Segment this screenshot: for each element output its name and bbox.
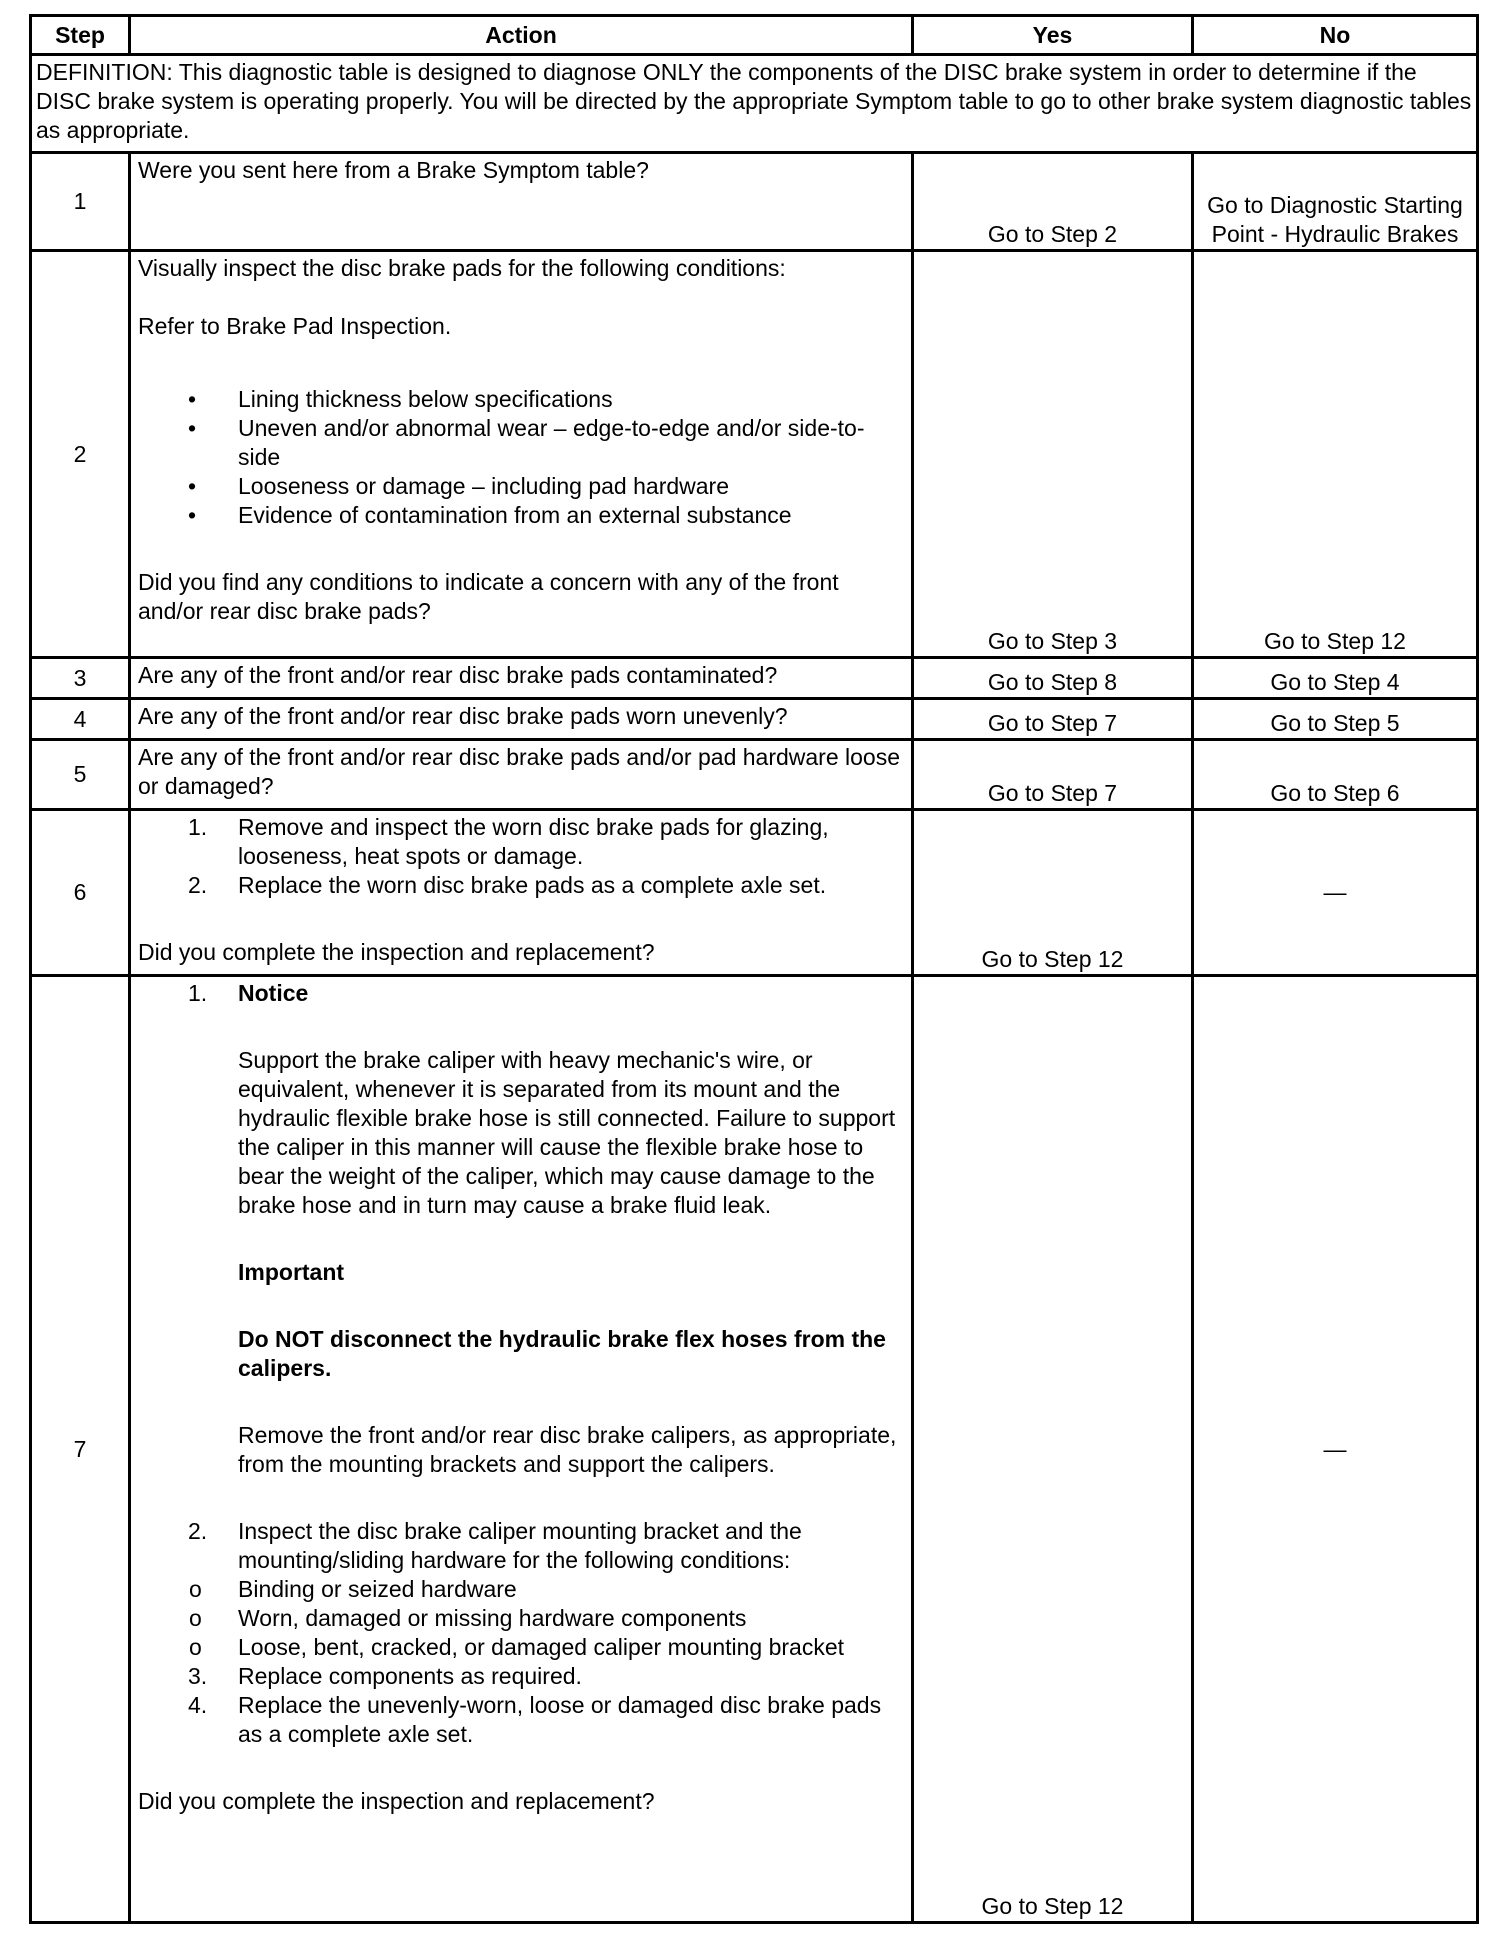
important-text: Do NOT disconnect the hydraulic brake flex hoses from the calipers.	[238, 1326, 886, 1381]
table-row-step-4	[31, 699, 1478, 740]
no-cell: Go to Diagnostic Starting Point - Hydraulic Brakes	[1193, 153, 1478, 251]
step-question: Are any of the front and/or rear disc brake pads and/or pad hardware loose or damaged?	[138, 744, 901, 799]
list-item: • Looseness or damage – including pad hardware	[138, 472, 905, 501]
action-cell	[130, 658, 913, 699]
step-number: 2	[31, 251, 130, 658]
table-row-step-5	[31, 740, 1478, 810]
list-item: • Evidence of contamination from an external substance	[138, 501, 905, 530]
step-number: 4	[31, 699, 130, 740]
definition-text: DEFINITION: This diagnostic table is designed to diagnose ONLY the components of the DISC brake system in order to determine if the DISC brake system is operating properly. You will be directed by the appropriate Symptom table to go to other brake system diagnostic tables as appropriate.	[31, 55, 1478, 153]
table-row-step-2	[31, 251, 1478, 658]
step-question: Did you complete the inspection and replacement?	[138, 939, 655, 965]
step-question: Are any of the front and/or rear disc brake pads worn unevenly?	[138, 703, 788, 729]
list-item	[138, 979, 905, 1517]
sub-list-item: o Loose, bent, cracked, or damaged caliper mounting bracket	[138, 1633, 905, 1662]
step-number: 3	[31, 658, 130, 699]
list-item	[138, 1691, 905, 1749]
item-text: Replace components as required.	[238, 1663, 582, 1689]
sub-list-item: o Worn, damaged or missing hardware components	[138, 1604, 905, 1633]
table-row-step-1	[31, 153, 1478, 251]
header-action: Action	[130, 16, 913, 55]
action-cell	[130, 153, 913, 251]
header-no: No	[1193, 16, 1478, 55]
condition-list	[138, 385, 905, 530]
yes-cell: Go to Step 2	[913, 153, 1193, 251]
yes-cell: Go to Step 7	[913, 699, 1193, 740]
no-cell: —	[1193, 810, 1478, 976]
yes-cell: Go to Step 3	[913, 251, 1193, 658]
list-item	[138, 1517, 905, 1662]
no-cell: Go to Step 4	[1193, 658, 1478, 699]
item-text: Replace the unevenly-worn, loose or damaged disc brake pads as a complete axle set.	[238, 1692, 882, 1747]
item-number: 2.	[188, 1518, 208, 1544]
step-question: Did you complete the inspection and replacement?	[138, 1788, 655, 1814]
yes-cell: Go to Step 12	[913, 810, 1193, 976]
step-number: 5	[31, 740, 130, 810]
no-cell: —	[1193, 976, 1478, 1923]
item-text: Replace the worn disc brake pads as a complete axle set.	[238, 872, 827, 898]
header-row	[31, 16, 1478, 55]
refer-link-text: Refer to Brake Pad Inspection.	[138, 313, 452, 339]
action-cell	[130, 810, 913, 976]
yes-cell: Go to Step 12	[913, 976, 1193, 1923]
important-title: Important	[238, 1259, 345, 1285]
no-cell: Go to Step 6	[1193, 740, 1478, 810]
step-number: 6	[31, 810, 130, 976]
definition-row	[31, 55, 1478, 153]
notice-title: Notice	[238, 980, 309, 1006]
yes-cell: Go to Step 8	[913, 658, 1193, 699]
step-number: 7	[31, 976, 130, 1923]
item-number: 1.	[188, 814, 208, 840]
diagnostic-table	[29, 14, 1479, 1924]
no-cell: Go to Step 5	[1193, 699, 1478, 740]
item-number: 2.	[188, 872, 208, 898]
action-cell	[130, 976, 913, 1923]
sub-condition-list	[138, 1575, 905, 1662]
list-item	[138, 813, 905, 871]
yes-cell: Go to Step 7	[913, 740, 1193, 810]
item-text: Remove and inspect the worn disc brake pads for glazing, looseness, heat spots or damage.	[238, 814, 829, 869]
procedure-list	[138, 979, 905, 1749]
step-question: Did you find any conditions to indicate a concern with any of the front and/or rear disc brake pads?	[138, 569, 839, 624]
procedure-list	[138, 813, 905, 900]
list-item: • Lining thickness below specifications	[138, 385, 905, 414]
remove-calipers-text: Remove the front and/or rear disc brake calipers, as appropriate, from the mounting brackets and support the calipers.	[238, 1422, 897, 1477]
sub-list-item: o Binding or seized hardware	[138, 1575, 905, 1604]
table-row-step-6	[31, 810, 1478, 976]
step-question: Were you sent here from a Brake Symptom table?	[138, 157, 649, 183]
list-item: • Uneven and/or abnormal wear – edge-to-edge and/or side-to-side	[138, 414, 905, 472]
item-text: Inspect the disc brake caliper mounting bracket and the mounting/sliding hardware for the following conditions:	[238, 1518, 802, 1573]
item-number: 3.	[188, 1663, 208, 1689]
no-cell: Go to Step 12	[1193, 251, 1478, 658]
action-cell	[130, 699, 913, 740]
step-question: Are any of the front and/or rear disc brake pads contaminated?	[138, 662, 778, 688]
header-step: Step	[31, 16, 130, 55]
inspect-intro: Visually inspect the disc brake pads for the following conditions:	[138, 255, 786, 281]
notice-text: Support the brake caliper with heavy mechanic's wire, or equivalent, whenever it is separated from its mount and the hydraulic flexible brake hose is still connected. Failure to support the caliper in this manner will cause the flexible brake hose to bear the weight of the caliper, which may cause damage to the brake hose and in turn may cause a brake fluid leak.	[238, 1047, 896, 1218]
item-number: 1.	[188, 980, 208, 1006]
list-item	[138, 1662, 905, 1691]
step-number: 1	[31, 153, 130, 251]
header-yes: Yes	[913, 16, 1193, 55]
list-item	[138, 871, 905, 900]
item-number: 4.	[188, 1692, 208, 1718]
action-cell	[130, 251, 913, 658]
table-row-step-7	[31, 976, 1478, 1923]
action-cell	[130, 740, 913, 810]
table-row-step-3	[31, 658, 1478, 699]
